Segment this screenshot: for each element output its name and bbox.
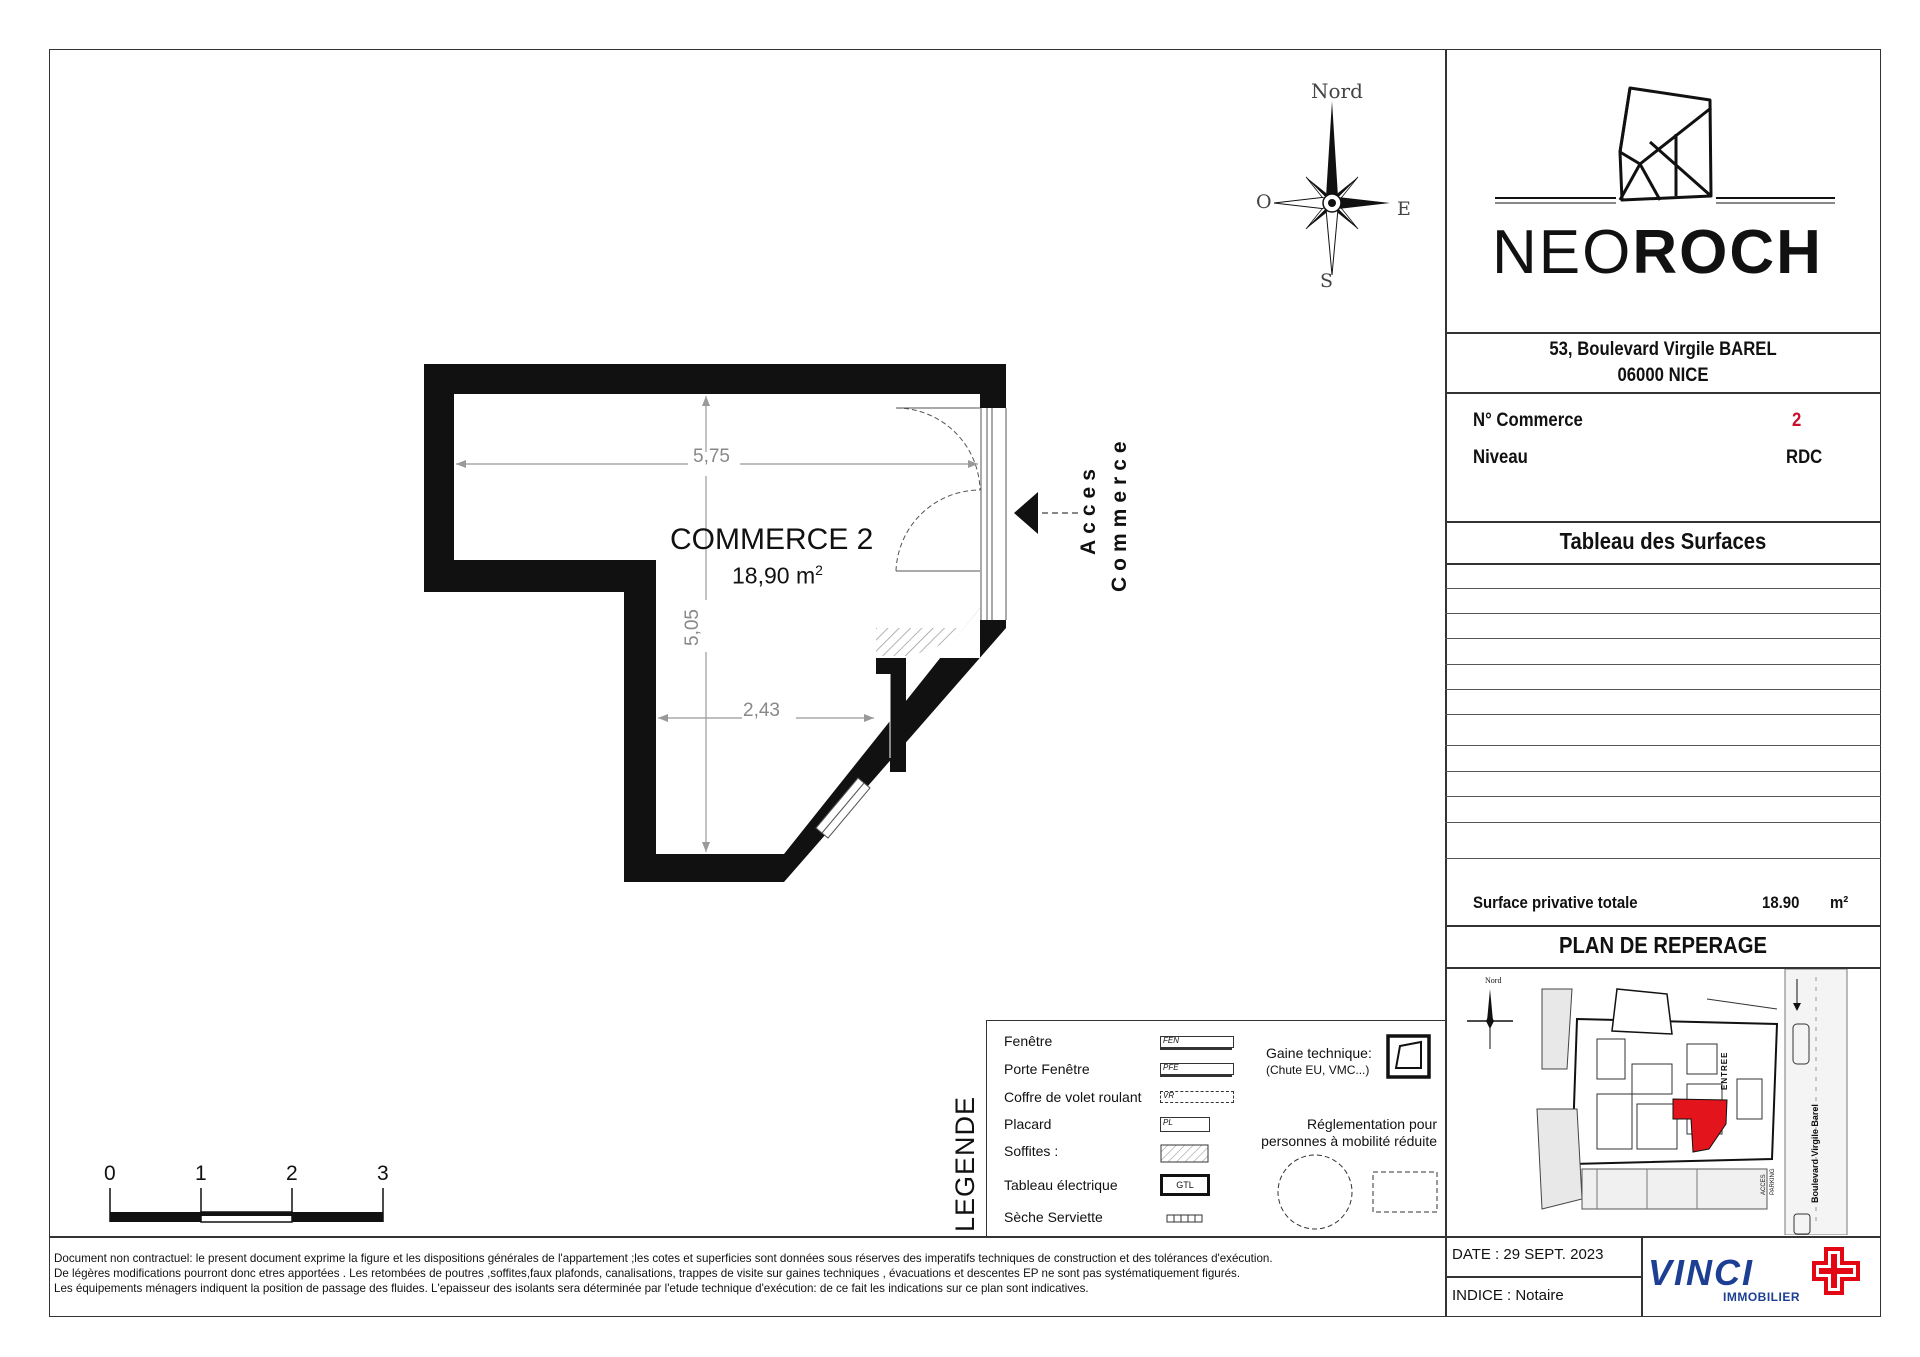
floor-plan bbox=[420, 360, 1020, 890]
scale-label-1: 1 bbox=[195, 1162, 207, 1185]
room-area-sup: 2 bbox=[815, 562, 823, 578]
dim-lower-label: 2,43 bbox=[743, 700, 780, 721]
symbol-tableau bbox=[1160, 1174, 1210, 1196]
reperage-title: PLAN DE REPERAGE bbox=[1558, 932, 1768, 958]
footer-sep-2 bbox=[1641, 1236, 1643, 1317]
legend-item-seche: Sèche Serviette bbox=[1004, 1209, 1103, 1225]
niveau-label: Niveau bbox=[1473, 447, 1528, 468]
surface-total-value: 18.90 bbox=[1762, 893, 1800, 912]
legend-title: LEGENDE bbox=[950, 1095, 980, 1232]
symbol-placard bbox=[1160, 1117, 1210, 1132]
reperage-street-label: Boulevard Virgile Barel bbox=[1810, 1104, 1820, 1203]
compass-east-label: E bbox=[1397, 198, 1411, 220]
symbol-porte-fenetre-sill bbox=[1160, 1075, 1232, 1077]
rule-surfaces-title bbox=[1445, 563, 1881, 565]
reperage-parking-label-2: PARKING bbox=[1770, 1168, 1776, 1195]
surface-row-line bbox=[1445, 745, 1881, 746]
brand-name-light: NEO bbox=[1492, 218, 1633, 287]
room-area-value: 18,90 m bbox=[732, 562, 816, 589]
vinci-sub: IMMOBILIER bbox=[1723, 1290, 1800, 1304]
reperage-parking-label-1: ACCES bbox=[1761, 1174, 1767, 1195]
commerce-label: N° Commerce bbox=[1473, 410, 1583, 431]
surface-row-line bbox=[1445, 664, 1881, 665]
dim-height-label: 5,05 bbox=[682, 609, 703, 646]
commerce-value: 2 bbox=[1792, 410, 1802, 431]
scale-bar bbox=[100, 1188, 400, 1228]
symbol-porte-fenetre bbox=[1160, 1063, 1234, 1075]
symbol-fenetre-sill bbox=[1160, 1048, 1232, 1050]
footer-indice: INDICE : Notaire bbox=[1452, 1287, 1564, 1304]
brand-name-bold: ROCH bbox=[1632, 218, 1823, 287]
room-name: COMMERCE 2 bbox=[670, 523, 874, 556]
surface-row-line bbox=[1445, 613, 1881, 614]
symbol-fenetre bbox=[1160, 1036, 1234, 1048]
compass-west-label: O bbox=[1256, 191, 1272, 213]
brand-name bbox=[1492, 218, 1842, 288]
symbol-seche-serviette bbox=[1166, 1213, 1206, 1225]
footer-sep-3 bbox=[1445, 1276, 1641, 1278]
symbol-soffites bbox=[1160, 1144, 1210, 1164]
symbol-placard-tag: PL bbox=[1163, 1118, 1173, 1127]
surface-row-line bbox=[1445, 796, 1881, 797]
legend-item-porte-fenetre: Porte Fenêtre bbox=[1004, 1061, 1090, 1077]
surface-row-line bbox=[1445, 689, 1881, 690]
symbol-coffre-tag: VR bbox=[1163, 1091, 1175, 1100]
symbol-pmr bbox=[1276, 1152, 1442, 1234]
rule-logo bbox=[1445, 332, 1881, 334]
surface-total-unit: m² bbox=[1830, 893, 1849, 912]
legend-item-fenetre: Fenêtre bbox=[1004, 1033, 1053, 1049]
niveau-value: RDC bbox=[1786, 447, 1823, 468]
room-area bbox=[732, 562, 823, 590]
surface-row-line bbox=[1445, 858, 1881, 859]
legend-item-soffites: Soffites : bbox=[1004, 1143, 1059, 1159]
surfaces-title: Tableau des Surfaces bbox=[1559, 528, 1767, 554]
compass-north-label: Nord bbox=[1311, 79, 1363, 103]
surface-row-line bbox=[1445, 588, 1881, 589]
scale-label-3: 3 bbox=[377, 1162, 389, 1185]
surface-row-line bbox=[1445, 714, 1881, 715]
reperage-entree-label: ENTREE bbox=[1720, 1051, 1729, 1090]
disclaimer-line-2: De légères modifications pourront donc etres apportées . Les retombées de poutres ,soffites,faux plafonds, canalisations, trappes de visite sur gaines techniques , évacuations et descentes EP ne sont pas systématiquement figurés. bbox=[54, 1267, 1241, 1280]
disclaimer-line-1: Document non contractuel: le present document exprime la figure et les dispositions générales de l'appartement ;les cotes et superficies sont données sous réserves des imperatifs techniques de construction et des tolérances d'exécution. bbox=[54, 1252, 1273, 1265]
legend-item-tableau: Tableau électrique bbox=[1004, 1177, 1118, 1193]
symbol-fenetre-tag: FEN bbox=[1163, 1036, 1179, 1045]
legend-gaine-title: Gaine technique: bbox=[1266, 1045, 1372, 1061]
legend-item-coffre: Coffre de volet roulant bbox=[1004, 1089, 1142, 1105]
legend-pmr-line-1: Réglementation pour bbox=[1307, 1116, 1437, 1132]
surface-row-line bbox=[1445, 771, 1881, 772]
vinci-logo-text: VINCI bbox=[1648, 1252, 1755, 1293]
rule-total bbox=[1445, 925, 1881, 927]
symbol-gaine bbox=[1386, 1034, 1432, 1080]
surface-row-line bbox=[1445, 822, 1881, 823]
access-arrow-icon bbox=[1012, 488, 1082, 538]
surface-total-label: Surface privative totale bbox=[1473, 893, 1638, 912]
access-label-line-2: Commerce bbox=[1108, 435, 1131, 592]
access-label-line-1: Acces bbox=[1077, 463, 1100, 555]
legend-pmr-line-2: personnes à mobilité réduite bbox=[1261, 1133, 1437, 1149]
address-line-2: 06000 NICE bbox=[1617, 365, 1709, 386]
disclaimer-line-3: Les équipements ménagers indiquent la position de passage des fluides. L'epaisseur des isolants sera déterminée par l'etude technique d'exécution: de ce fait les indications sur ce plan sont indicatives. bbox=[54, 1282, 1089, 1295]
reperage-north-label: Nord bbox=[1485, 976, 1502, 985]
dim-width-label: 5,75 bbox=[693, 446, 730, 467]
footer-date: DATE : 29 SEPT. 2023 bbox=[1452, 1246, 1604, 1263]
compass-rose-icon bbox=[1262, 95, 1402, 285]
surface-row-line bbox=[1445, 638, 1881, 639]
symbol-tableau-tag: GTL bbox=[1176, 1180, 1194, 1190]
address-line-1: 53, Boulevard Virgile BAREL bbox=[1549, 339, 1777, 360]
scale-label-0: 0 bbox=[104, 1162, 116, 1185]
symbol-coffre bbox=[1160, 1091, 1234, 1103]
compass-south-label: S bbox=[1320, 270, 1334, 292]
legend-gaine-sub: (Chute EU, VMC...) bbox=[1266, 1063, 1370, 1077]
rule-address bbox=[1445, 392, 1881, 394]
legend-item-placard: Placard bbox=[1004, 1116, 1052, 1132]
symbol-porte-fenetre-tag: PFE bbox=[1163, 1063, 1179, 1072]
vinci-logo-mark bbox=[1810, 1243, 1870, 1303]
rule-info bbox=[1445, 521, 1881, 523]
scale-label-2: 2 bbox=[286, 1162, 298, 1185]
footer-divider bbox=[49, 1236, 1881, 1238]
